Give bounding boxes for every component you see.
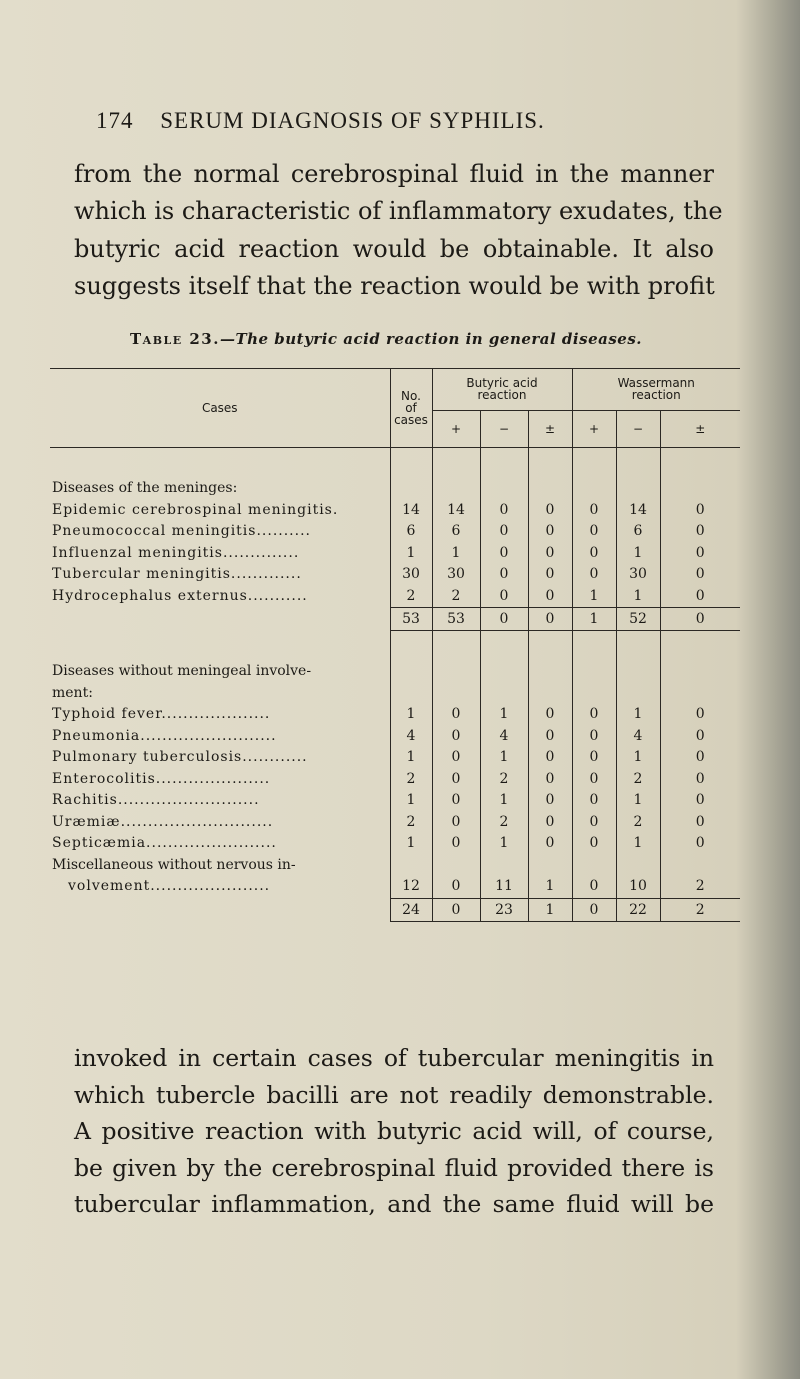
total-cell: 23 — [480, 898, 528, 921]
group-heading-row — [50, 683, 740, 705]
text-line: suggests itself that the reaction would be with profit — [74, 271, 715, 300]
case-label: Pulmonary tuberculosis............ — [52, 749, 308, 765]
cell: 0 — [660, 586, 740, 608]
cell: 1 — [390, 543, 432, 565]
total-cell: 53 — [432, 608, 480, 631]
table-row — [50, 833, 740, 855]
total-cell: 0 — [480, 608, 528, 631]
cell: 0 — [572, 500, 616, 522]
cell: 6 — [616, 521, 660, 543]
cell: 0 — [572, 564, 616, 586]
cell: 30 — [432, 564, 480, 586]
cell: 0 — [660, 726, 740, 748]
table-row — [50, 564, 740, 586]
table-row — [50, 812, 740, 834]
paragraph-top — [74, 156, 723, 305]
total-cell: 52 — [616, 608, 660, 631]
total-cell: 0 — [432, 898, 480, 921]
cell: 0 — [480, 500, 528, 522]
cell: 1 — [390, 747, 432, 769]
cell: 0 — [432, 704, 480, 726]
total-cell: 0 — [660, 608, 740, 631]
case-label: Pneumonia......................... — [52, 727, 277, 744]
cell: 12 — [390, 876, 432, 898]
cell: 30 — [616, 564, 660, 586]
cell: 1 — [616, 833, 660, 855]
group-heading: ment: — [52, 684, 93, 701]
cell: 11 — [480, 876, 528, 898]
cell: 0 — [528, 543, 572, 565]
header-sign: + — [432, 410, 480, 447]
cell: 0 — [528, 586, 572, 608]
cell: 1 — [480, 704, 528, 726]
cell: 0 — [660, 812, 740, 834]
cell: 0 — [572, 790, 616, 812]
cell: 6 — [432, 521, 480, 543]
cell: 2 — [390, 586, 432, 608]
cell: 0 — [528, 833, 572, 855]
cell: 0 — [660, 747, 740, 769]
group-heading: Diseases without meningeal involve- — [52, 663, 312, 679]
text-line: which tubercle bacilli are not readily demonstrable. — [74, 1080, 714, 1109]
cell: 0 — [480, 521, 528, 543]
cell: 0 — [660, 521, 740, 543]
cell: 0 — [480, 586, 528, 608]
table-row — [50, 586, 740, 608]
header-line: Wassermann — [617, 376, 695, 391]
case-label: Hydrocephalus externus........... — [52, 587, 308, 604]
cell: 1 — [480, 833, 528, 855]
table-row — [50, 769, 740, 791]
group-heading: Diseases of the meninges: — [52, 480, 238, 496]
table-caption — [130, 330, 690, 348]
header-no-of-cases — [390, 369, 432, 448]
total-cell: 0 — [528, 608, 572, 631]
totals-row — [50, 898, 740, 921]
case-label: Miscellaneous without nervous in- — [52, 856, 296, 873]
cell: 2 — [432, 586, 480, 608]
cell: 1 — [528, 876, 572, 898]
text-line: which is characteristic of inflammatory exudates, the — [74, 197, 723, 226]
header-line: Butyric acid — [466, 376, 538, 391]
text-line: tubercular inflammation, and the same fluid will be — [74, 1190, 714, 1218]
cell: 1 — [390, 704, 432, 726]
text-line: from the normal cerebrospinal fluid in the manner — [74, 160, 714, 188]
paragraph-bottom — [74, 1040, 714, 1223]
cell: 0 — [572, 726, 616, 748]
cell: 1 — [390, 833, 432, 855]
case-label: Typhoid fever.................... — [52, 706, 271, 722]
caption-label: Table 23. — [130, 330, 220, 348]
cell: 30 — [390, 564, 432, 586]
cell: 2 — [480, 812, 528, 834]
cell: 0 — [572, 769, 616, 791]
cell: 0 — [480, 543, 528, 565]
table-row — [50, 876, 740, 898]
header-line: No. — [401, 389, 421, 403]
cell: 0 — [528, 790, 572, 812]
header-sign: − — [616, 410, 660, 447]
cell: 0 — [528, 747, 572, 769]
cell: 0 — [528, 564, 572, 586]
cell: 0 — [660, 543, 740, 565]
cell: 0 — [572, 521, 616, 543]
cell: 2 — [390, 812, 432, 834]
header-sign: + — [572, 410, 616, 447]
total-cell: 22 — [616, 898, 660, 921]
cell: 4 — [616, 726, 660, 748]
cell: 14 — [432, 500, 480, 522]
cell: 0 — [432, 726, 480, 748]
cell: 4 — [480, 726, 528, 748]
cell: 1 — [572, 586, 616, 608]
table-row — [50, 521, 740, 543]
case-label: Influenzal meningitis.............. — [52, 544, 300, 561]
cell: 0 — [572, 747, 616, 769]
group-heading-row — [50, 661, 740, 683]
cell: 0 — [528, 704, 572, 726]
cell: 0 — [528, 521, 572, 543]
total-cell: 0 — [572, 898, 616, 921]
cell: 2 — [390, 769, 432, 791]
case-label: Uræmiæ............................ — [52, 813, 274, 830]
header-line: of — [405, 401, 417, 415]
case-label: Septicæmia........................ — [52, 835, 277, 851]
text-line: A positive reaction with butyric acid will, of course, — [74, 1117, 714, 1145]
caption-text: —The butyric acid reaction in general diseases. — [219, 330, 642, 348]
table-row — [50, 747, 740, 769]
total-cell: 1 — [572, 608, 616, 631]
cell: 0 — [528, 500, 572, 522]
table-row — [50, 500, 740, 522]
header-line: reaction — [631, 388, 681, 403]
table-row — [50, 790, 740, 812]
cell: 0 — [528, 769, 572, 791]
cell: 0 — [432, 833, 480, 855]
cell: 0 — [432, 876, 480, 898]
cell: 4 — [390, 726, 432, 748]
cell: 1 — [480, 790, 528, 812]
table-row — [50, 543, 740, 565]
cell: 2 — [660, 876, 740, 898]
cell: 0 — [432, 790, 480, 812]
case-label: Pneumococcal meningitis.......... — [52, 523, 311, 539]
header-sign: ± — [660, 410, 740, 447]
cell: 0 — [528, 812, 572, 834]
cell: 2 — [616, 769, 660, 791]
cell: 1 — [616, 586, 660, 608]
header-sign: ± — [528, 410, 572, 447]
text-line: be given by the cerebrospinal fluid provided there is — [74, 1153, 714, 1182]
cell: 0 — [432, 812, 480, 834]
case-label: Tubercular meningitis............. — [52, 566, 302, 582]
cell: 1 — [616, 790, 660, 812]
header-line: reaction — [477, 388, 527, 403]
text-line: butyric acid reaction would be obtainable. It also — [74, 234, 714, 263]
cell: 0 — [432, 769, 480, 791]
cell: 1 — [616, 704, 660, 726]
cell: 6 — [390, 521, 432, 543]
table-row — [50, 855, 740, 877]
case-label: Epidemic cerebrospinal meningitis. — [52, 501, 339, 518]
cell: 0 — [432, 747, 480, 769]
cell: 0 — [572, 876, 616, 898]
cell: 0 — [572, 704, 616, 726]
cell: 1 — [616, 543, 660, 565]
cell: 0 — [660, 500, 740, 522]
table-row — [50, 704, 740, 726]
cell: 0 — [660, 564, 740, 586]
header-wassermann — [572, 369, 740, 411]
cell: 2 — [616, 812, 660, 834]
page-number: 174 — [96, 108, 134, 133]
group-heading-row — [50, 478, 740, 500]
cell: 0 — [660, 704, 740, 726]
header-line: cases — [394, 413, 428, 427]
data-table — [50, 368, 740, 922]
header-sign: − — [480, 410, 528, 447]
header-butyric — [432, 369, 572, 411]
cell: 1 — [616, 747, 660, 769]
cell: 14 — [390, 500, 432, 522]
total-cell: 24 — [390, 898, 432, 921]
case-label: Rachitis.......................... — [52, 792, 260, 808]
cell: 0 — [480, 564, 528, 586]
case-label: volvement...................... — [68, 878, 271, 895]
text-line: invoked in certain cases of tubercular meningitis in — [74, 1044, 714, 1072]
case-label: Enterocolitis..................... — [52, 770, 271, 787]
cell: 2 — [480, 769, 528, 791]
cell: 1 — [390, 790, 432, 812]
cell: 0 — [572, 812, 616, 834]
cell: 0 — [660, 769, 740, 791]
totals-row — [50, 608, 740, 631]
cell: 0 — [528, 726, 572, 748]
total-cell: 2 — [660, 898, 740, 921]
header-cases: Cases — [50, 369, 390, 448]
cell: 1 — [432, 543, 480, 565]
total-cell: 1 — [528, 898, 572, 921]
cell: 0 — [572, 833, 616, 855]
cell: 1 — [480, 747, 528, 769]
cell: 0 — [660, 833, 740, 855]
total-cell: 53 — [390, 608, 432, 631]
running-head — [96, 108, 736, 134]
cell: 14 — [616, 500, 660, 522]
cell: 0 — [572, 543, 616, 565]
running-title: SERUM DIAGNOSIS OF SYPHILIS. — [160, 108, 545, 133]
cell: 0 — [660, 790, 740, 812]
cell: 10 — [616, 876, 660, 898]
table-row — [50, 726, 740, 748]
